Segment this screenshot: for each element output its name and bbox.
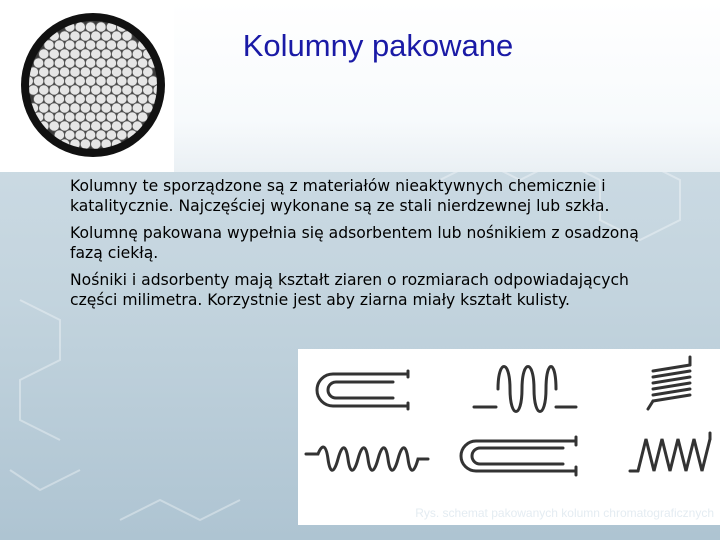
paragraph-materials: Kolumny te sporządzone są z materiałów nieaktywnych chemicznie i katalitycznie. Najczęściej wykonane są ze stali nierdzewnej lub szkła. (70, 177, 610, 215)
packing-bead (91, 139, 101, 149)
body-text (70, 176, 650, 317)
long-u-column-shape (461, 437, 576, 475)
zigzag-column-shape (306, 447, 428, 470)
u-column-shape (317, 371, 408, 409)
column-shapes-figure (298, 349, 720, 525)
paragraph-filling: Kolumnę pakowana wypełnia się adsorbentem lub nośnikiem z osadzoną fazą ciekłą. (70, 224, 639, 262)
paragraph-grain-size: Nośniki i adsorbenty mają kształt ziaren o rozmiarach odpowiadających części milimetra. Korzystnie jest aby ziarna miały kształt kulisty. (70, 271, 629, 309)
packed-column-cross-section-image (18, 10, 168, 160)
helix-column-shape (630, 433, 710, 471)
slide-title: Kolumny pakowane (242, 28, 514, 63)
spring-column-shape (648, 357, 690, 409)
coil-column-shape (474, 367, 576, 412)
figure-caption: Rys. schemat pakowanych kolumn chromatograficznych (415, 506, 714, 520)
packing-bead (80, 139, 90, 149)
